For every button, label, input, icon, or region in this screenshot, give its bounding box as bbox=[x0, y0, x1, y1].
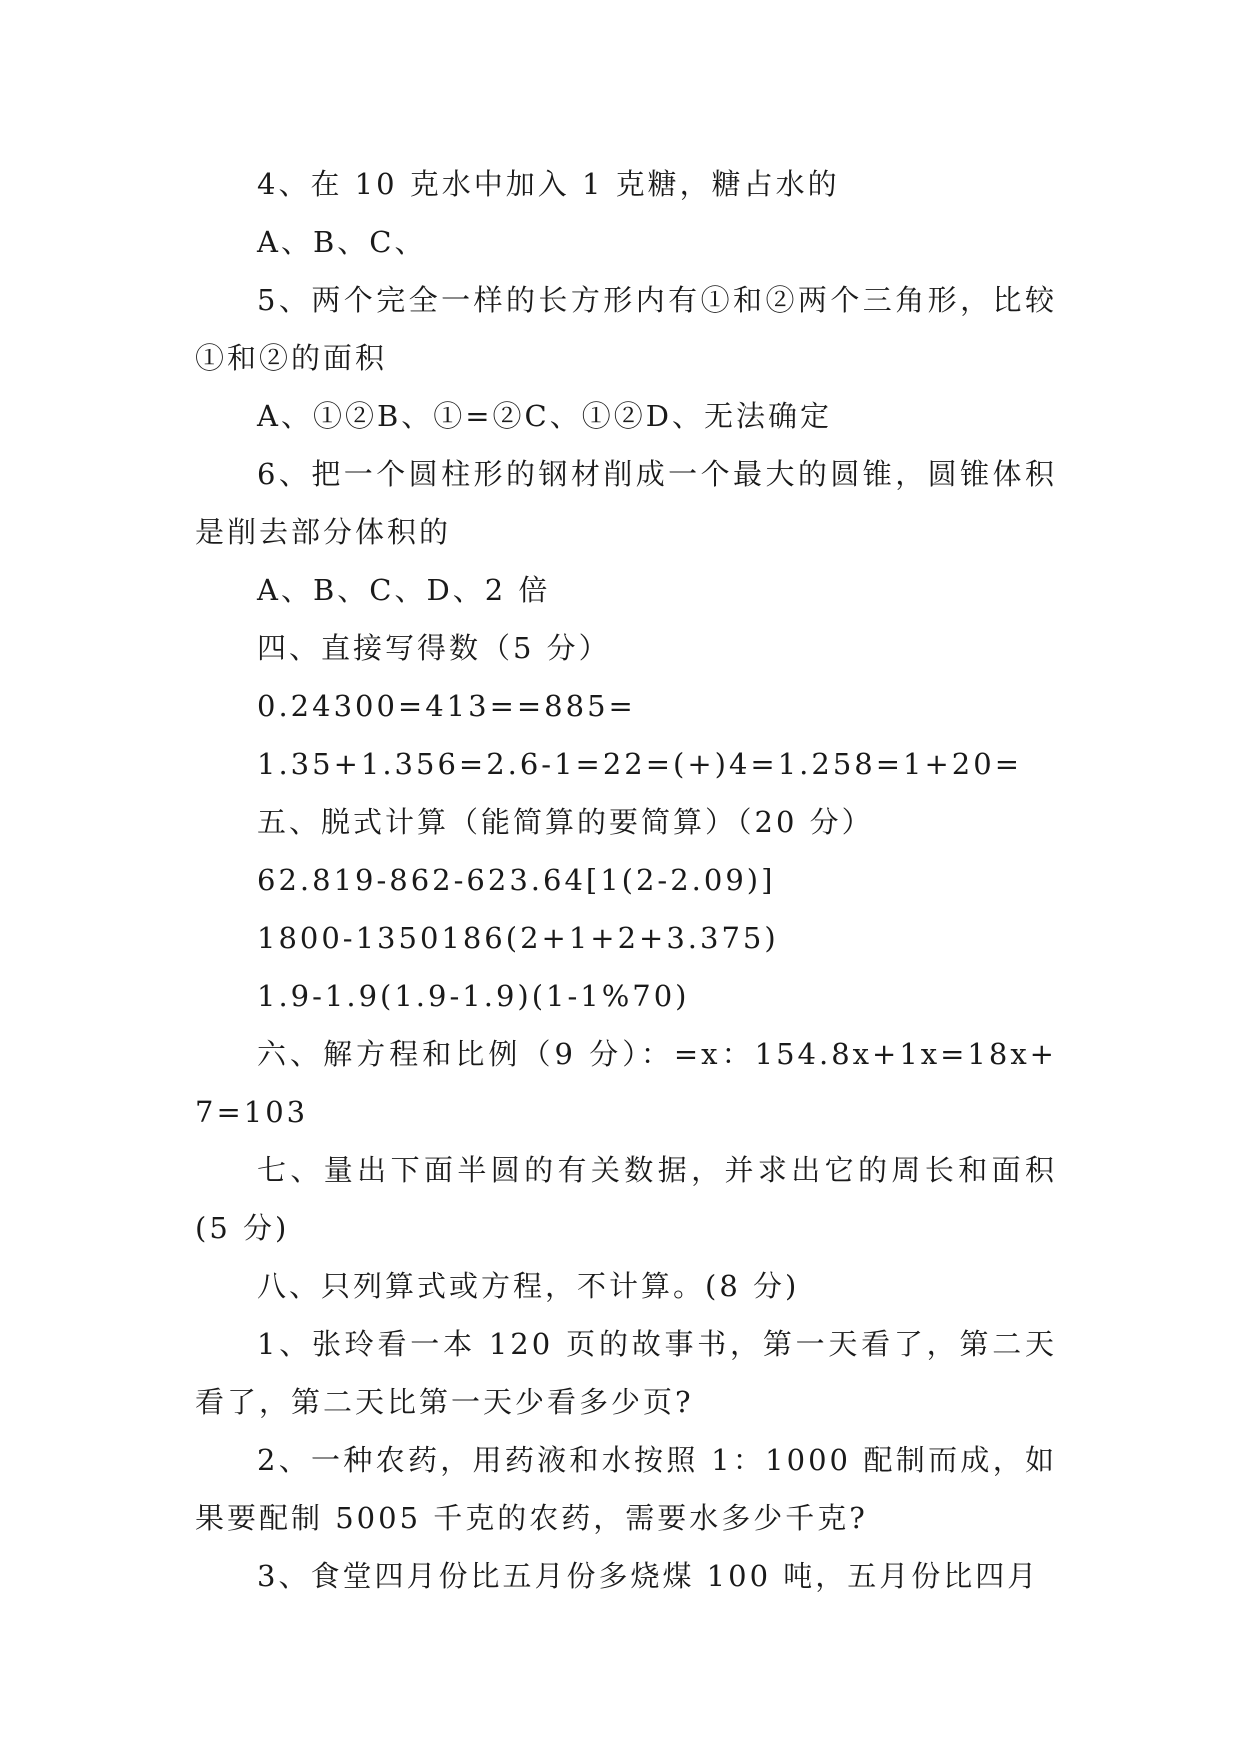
question-6-options: A、B、C、D、2 倍 bbox=[257, 573, 551, 607]
section-5-line-3: 1.9-1.9(1.9-1.9)(1-1%70) bbox=[257, 979, 690, 1013]
section-5-line-2: 1800-1350186(2+1+2+3.375) bbox=[257, 921, 779, 955]
word-problem-2: 2、一种农药，用药液和水按照 1：1000 配制而成，如果要配制 5005 千克的农药，需要水多少千克? bbox=[195, 1443, 1057, 1535]
section-4-line-1: 0.24300=413==885= bbox=[257, 689, 636, 723]
question-4-options: A、B、C、 bbox=[257, 225, 427, 259]
question-5: 5、两个完全一样的长方形内有①和②两个三角形，比较①和②的面积 bbox=[195, 283, 1057, 375]
document-body bbox=[195, 155, 1057, 1605]
section-4-heading: 四、直接写得数（5 分） bbox=[257, 631, 611, 665]
section-5-heading: 五、脱式计算（能简算的要简算）（20 分） bbox=[257, 805, 874, 839]
word-problem-3: 3、食堂四月份比五月份多烧煤 100 吨，五月份比四月 bbox=[257, 1559, 1040, 1593]
question-5-options: A、①②B、①=②C、①②D、无法确定 bbox=[257, 399, 832, 433]
word-problem-1: 1、张玲看一本 120 页的故事书，第一天看了，第二天看了，第二天比第一天少看多少页? bbox=[195, 1327, 1057, 1419]
section-7-heading: 七、量出下面半圆的有关数据，并求出它的周长和面积(5 分) bbox=[195, 1153, 1057, 1245]
question-4: 4、在 10 克水中加入 1 克糖，糖占水的 bbox=[257, 167, 840, 201]
section-5-line-1: 62.819-862-623.64[1(2-2.09)] bbox=[257, 863, 776, 897]
question-6: 6、把一个圆柱形的钢材削成一个最大的圆锥，圆锥体积是削去部分体积的 bbox=[195, 457, 1057, 549]
section-4-line-2: 1.35+1.356=2.6-1=22=(+)4=1.258=1+20= bbox=[257, 747, 1023, 781]
section-6-heading: 六、解方程和比例（9 分）：=x：154.8x+1x=18x+7=103 bbox=[195, 1037, 1057, 1129]
section-8-heading: 八、只列算式或方程，不计算。(8 分) bbox=[257, 1269, 800, 1303]
